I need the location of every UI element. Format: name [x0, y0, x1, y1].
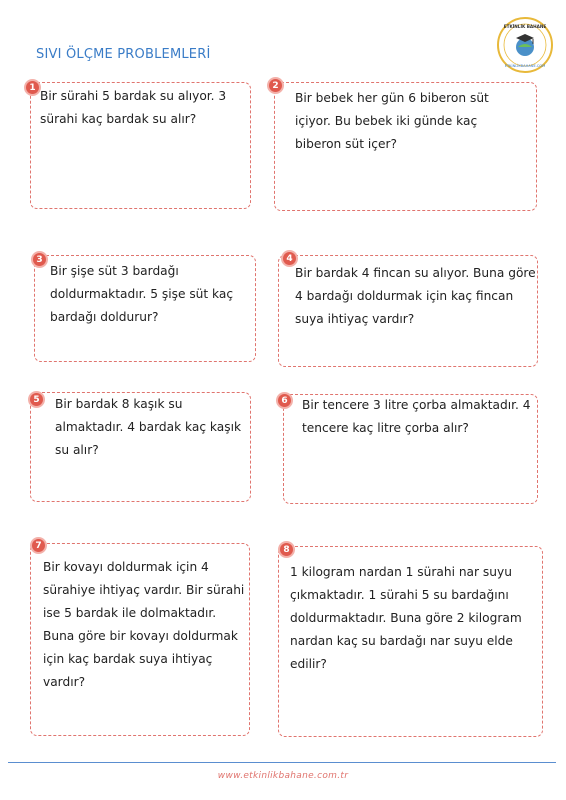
footer-url: www.etkinlikbahane.com.tr [217, 771, 349, 781]
question-text: Bir bardak 8 kaşık su almaktadır. 4 bardak kaç kaşık su alır? [55, 397, 242, 457]
question-text: 1 kilogram nardan 1 sürahi nar suyu çıkmaktadır. 1 sürahi 5 su bardağını doldurmaktadır. Buna göre 2 kilogram nardan kaç su bardağı nar suyu elde edilir? [290, 565, 522, 671]
footer-divider [8, 762, 556, 763]
question-number-badge: 7 [30, 537, 47, 554]
page-title: SIVI ÖLÇME PROBLEMLERİ [36, 47, 211, 62]
question-text: Bir bebek her gün 6 biberon süt içiyor. Bu bebek iki günde kaç biberon süt içer? [295, 91, 489, 151]
question-text: Bir tencere 3 litre çorba almaktadır. 4 tencere kaç litre çorba alır? [302, 398, 531, 435]
question-number-badge: 1 [24, 79, 41, 96]
question-number-badge: 8 [278, 541, 295, 558]
svg-text:ETKİNLİKBAHANE.COM: ETKİNLİKBAHANE.COM [504, 64, 546, 68]
question-number-badge: 2 [267, 77, 284, 94]
question-number-badge: 5 [28, 391, 45, 408]
question-number-badge: 6 [276, 392, 293, 409]
svg-text:ETKİNLİK BAHANE: ETKİNLİK BAHANE [503, 24, 547, 29]
question-number-badge: 3 [31, 251, 48, 268]
question-text: Bir şişe süt 3 bardağı doldurmaktadır. 5 şişe süt kaç bardağı doldurur? [50, 264, 234, 324]
question-text: Bir bardak 4 fincan su alıyor. Buna göre 4 bardağı doldurmak için kaç fincan suya ihtiyaç vardır? [295, 266, 536, 326]
brand-logo [496, 16, 554, 74]
question-text: Bir kovayı doldurmak için 4 sürahiye ihtiyaç vardır. Bir sürahi ise 5 bardak ile dolmaktadır. Buna göre bir kovayı doldurmak için kaç bardak suya ihtiyaç vardır? [43, 560, 245, 689]
question-number-badge: 4 [281, 250, 298, 267]
question-text: Bir sürahi 5 bardak su alıyor. 3 sürahi kaç bardak su alır? [40, 89, 227, 126]
